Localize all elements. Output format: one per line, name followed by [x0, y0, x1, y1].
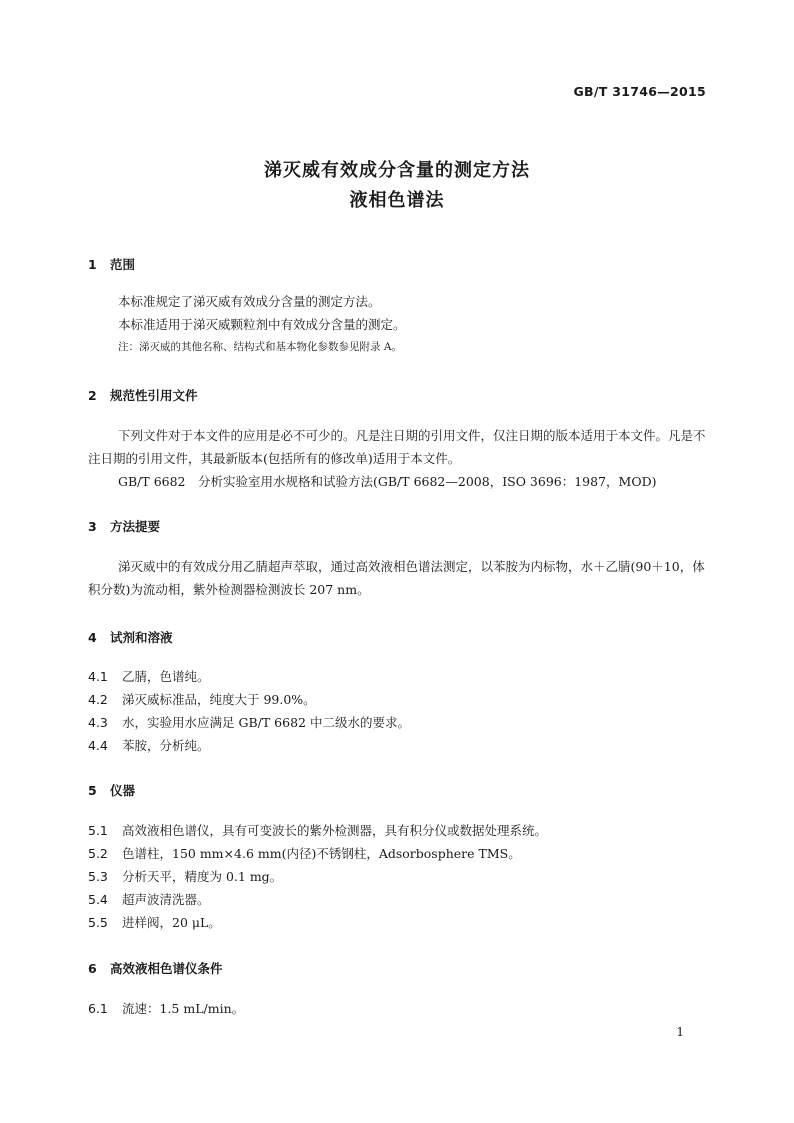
paragraph: 涕灭威中的有效成分用乙腈超声萃取，通过高效液相色谱法测定，以苯胺为内标物，水＋乙腈(90＋10，体积分数)为流动相，紫外检测器检测波长 207 nm。: [88, 559, 705, 597]
section-title: 方法提要: [110, 519, 161, 534]
section-heading-method-summary: [88, 517, 160, 535]
list-item: 5.1 高效液相色谱仪，具有可变波长的紫外检测器，具有积分仪或数据处理系统。: [88, 823, 548, 838]
section-title: 试剂和溶液: [110, 630, 173, 645]
section-number: 3: [88, 519, 97, 534]
section-title: 仪器: [110, 783, 136, 798]
list-item: 5.5 进样阀，20 μL。: [88, 915, 221, 930]
list-item: 4.1 乙腈，色谱纯。: [88, 669, 210, 684]
paragraph: 本标准适用于涕灭威颗粒剂中有效成分含量的测定。: [118, 317, 406, 332]
list-item: 4.3 水，实验用水应满足 GB/T 6682 中二级水的要求。: [88, 715, 410, 730]
section-number: 1: [88, 257, 97, 272]
section-heading-hplc-conditions: [88, 959, 223, 977]
paragraph: 本标准规定了涕灭威有效成分含量的测定方法。: [118, 294, 381, 309]
section-number: 5: [88, 783, 97, 798]
list-item: 6.1 流速：1.5 mL/min。: [88, 1001, 245, 1016]
section-heading-apparatus: [88, 781, 135, 799]
document-subtitle: 液相色谱法: [349, 190, 445, 211]
section-number: 2: [88, 388, 97, 403]
list-item: 4.4 苯胺，分析纯。: [88, 738, 210, 753]
note: 注：涕灭威的其他名称、结构式和基本物化参数参见附录 A。: [118, 341, 402, 353]
paragraph: 下列文件对于本文件的应用是必不可少的。凡是注日期的引用文件，仅注日期的版本适用于本文件。凡是不注日期的引用文件，其最新版本(包括所有的修改单)适用于本文件。: [88, 428, 706, 466]
section-number: 6: [88, 961, 97, 976]
page-number: 1: [676, 1025, 684, 1039]
list-item: 5.4 超声波清洗器。: [88, 892, 210, 907]
list-item: 5.2 色谱柱，150 mm×4.6 mm(内径)不锈钢柱，Adsorbosphere TMS。: [88, 846, 521, 861]
list-item: 4.2 涕灭威标准品，纯度大于 99.0%。: [88, 692, 316, 707]
section-title: 规范性引用文件: [110, 388, 198, 403]
standard-code: GB/T 31746—2015: [573, 84, 706, 99]
section-heading-scope: [88, 255, 135, 273]
reference-entry: GB/T 6682 分析实验室用水规格和试验方法(GB/T 6682—2008，ISO 3696：1987，MOD): [118, 474, 657, 489]
document-title: 涕灭威有效成分含量的测定方法: [264, 160, 530, 181]
section-title: 高效液相色谱仪条件: [110, 961, 223, 976]
section-heading-normative-references: [88, 386, 198, 404]
section-title: 范围: [110, 257, 136, 272]
section-number: 4: [88, 630, 97, 645]
section-heading-reagents: [88, 628, 173, 646]
list-item: 5.3 分析天平，精度为 0.1 mg。: [88, 869, 283, 884]
